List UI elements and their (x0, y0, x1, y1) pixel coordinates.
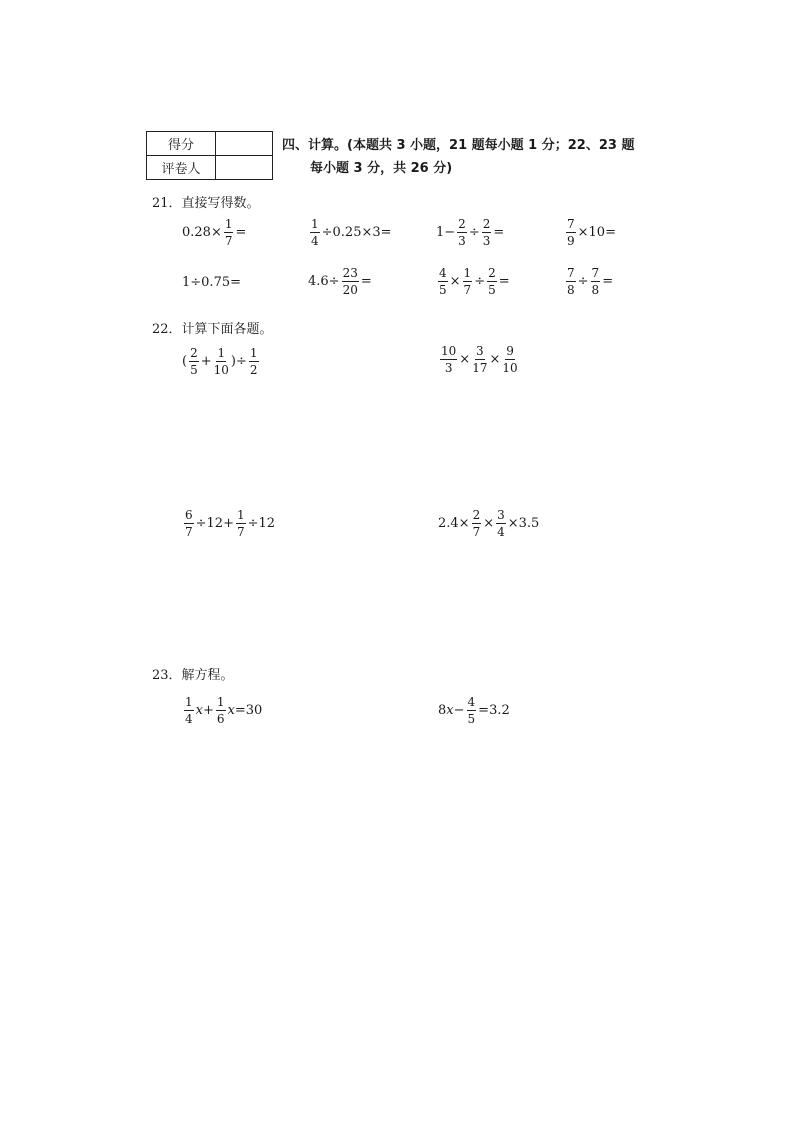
operator: − (453, 703, 465, 718)
fraction (184, 696, 194, 725)
fraction (591, 267, 601, 296)
denominator: 8 (591, 283, 600, 297)
fraction (472, 345, 487, 374)
denominator: 3 (444, 361, 453, 375)
denominator: 5 (488, 283, 496, 297)
text: =3.2 (478, 703, 510, 718)
fraction (342, 267, 359, 296)
text: 0.28× (182, 225, 222, 240)
text: 2.4× (438, 516, 470, 531)
fraction (440, 345, 457, 374)
numerator: 10 (441, 344, 457, 358)
q22-title: 22．计算下面各题。 (152, 322, 273, 337)
variable: x (446, 703, 454, 718)
fraction (566, 218, 576, 247)
text: 1− (436, 225, 456, 240)
text: = (498, 274, 510, 289)
fraction (236, 509, 246, 538)
operator: ÷ (577, 274, 589, 289)
denominator: 17 (472, 361, 488, 375)
denominator: 4 (311, 234, 319, 248)
section-title-line1: 四、计算。(本题共 3 小题，21 题每小题 1 分；22、23 题 (282, 138, 635, 153)
fraction (463, 267, 473, 296)
q23-equation-1 (182, 696, 262, 725)
q21-problem-2 (308, 218, 392, 247)
grader-label: 评卷人 (147, 156, 216, 180)
fraction (487, 267, 497, 296)
text: =30 (234, 703, 263, 718)
q21-problem-4 (564, 218, 616, 247)
denominator: 3 (458, 234, 466, 248)
denominator: 4 (497, 525, 505, 539)
operator: ÷ (474, 274, 486, 289)
numerator: 1 (249, 346, 258, 360)
denominator: 7 (224, 234, 233, 248)
numerator: 1 (311, 217, 319, 231)
score-cell (216, 132, 273, 156)
fraction (457, 218, 467, 247)
numerator: 2 (482, 217, 491, 231)
operator: × (483, 516, 495, 531)
operator: × (489, 352, 501, 367)
denominator: 7 (463, 283, 472, 297)
denominator: 9 (567, 234, 575, 248)
numerator: 1 (224, 217, 233, 231)
fraction (438, 267, 448, 296)
q23-title: 23．解方程。 (152, 668, 234, 683)
denominator: 20 (342, 283, 358, 297)
section-title-line2: 每小题 3 分，共 26 分) (310, 161, 453, 176)
q23-equation-2 (438, 696, 510, 725)
denominator: 7 (236, 525, 245, 539)
q21-title: 21．直接写得数。 (152, 196, 260, 211)
score-label: 得分 (147, 132, 216, 156)
fraction (467, 696, 477, 725)
numerator: 1 (236, 508, 245, 522)
numerator: 9 (506, 344, 514, 358)
text: 4.6÷ (308, 274, 340, 289)
denominator: 5 (439, 283, 447, 297)
fraction (310, 218, 320, 247)
text: = (602, 274, 614, 289)
denominator: 4 (185, 712, 193, 726)
text: ÷12+ (195, 516, 234, 531)
text: 1÷0.75= (182, 275, 242, 290)
q21-problem-1 (182, 218, 246, 247)
fraction (482, 218, 492, 247)
text: = (493, 225, 505, 240)
text: ×3.5 (507, 516, 540, 531)
q21-problem-5 (182, 275, 241, 290)
q21-problem-6 (308, 267, 372, 296)
text: ×10= (577, 225, 616, 240)
text: = (235, 225, 247, 240)
denominator: 5 (190, 363, 198, 377)
operator: × (449, 274, 461, 289)
numerator: 1 (463, 266, 472, 280)
operator: + (200, 354, 212, 369)
fraction (502, 345, 517, 374)
text: ÷0.25×3= (321, 225, 392, 240)
text: ( (182, 354, 188, 369)
operator: ÷ (468, 225, 480, 240)
fraction (184, 509, 194, 538)
q21-problem-3 (436, 218, 504, 247)
fraction (189, 347, 199, 376)
q22-expression-3 (182, 509, 275, 538)
numerator: 7 (567, 266, 575, 280)
numerator: 1 (216, 695, 225, 709)
numerator: 2 (190, 346, 198, 360)
numerator: 2 (472, 508, 481, 522)
q21-problem-8 (564, 267, 613, 296)
q22-expression-4 (438, 509, 539, 538)
denominator: 2 (249, 363, 258, 377)
fraction (566, 267, 576, 296)
denominator: 10 (502, 361, 518, 375)
numerator: 3 (497, 508, 505, 522)
q21-problem-7 (436, 267, 510, 296)
numerator: 4 (439, 266, 447, 280)
q22-expression-2 (438, 345, 520, 374)
fraction (472, 509, 482, 538)
fraction (496, 509, 506, 538)
operator: + (202, 703, 214, 718)
text: 8 (438, 703, 447, 718)
q22-expression-1 (182, 347, 261, 376)
numerator: 7 (567, 217, 575, 231)
variable: x (195, 703, 203, 718)
grader-cell (216, 156, 273, 180)
numerator: 1 (185, 695, 193, 709)
fraction (214, 347, 229, 376)
numerator: 1 (217, 346, 226, 360)
numerator: 2 (458, 217, 466, 231)
text: = (360, 274, 372, 289)
fraction (249, 347, 259, 376)
numerator: 6 (185, 508, 193, 522)
fraction (216, 696, 226, 725)
denominator: 10 (213, 363, 229, 377)
numerator: 4 (467, 695, 476, 709)
variable: x (227, 703, 235, 718)
numerator: 23 (342, 266, 358, 280)
numerator: 7 (591, 266, 600, 280)
fraction (224, 218, 234, 247)
text: ÷12 (247, 516, 276, 531)
denominator: 7 (185, 525, 193, 539)
numerator: 3 (476, 344, 484, 358)
denominator: 8 (567, 283, 575, 297)
text: ) (230, 354, 236, 369)
denominator: 7 (472, 525, 481, 539)
operator: × (459, 352, 471, 367)
denominator: 6 (216, 712, 225, 726)
operator: ÷ (235, 354, 247, 369)
numerator: 2 (488, 266, 496, 280)
score-table (146, 131, 273, 180)
denominator: 3 (482, 234, 491, 248)
denominator: 5 (467, 712, 476, 726)
